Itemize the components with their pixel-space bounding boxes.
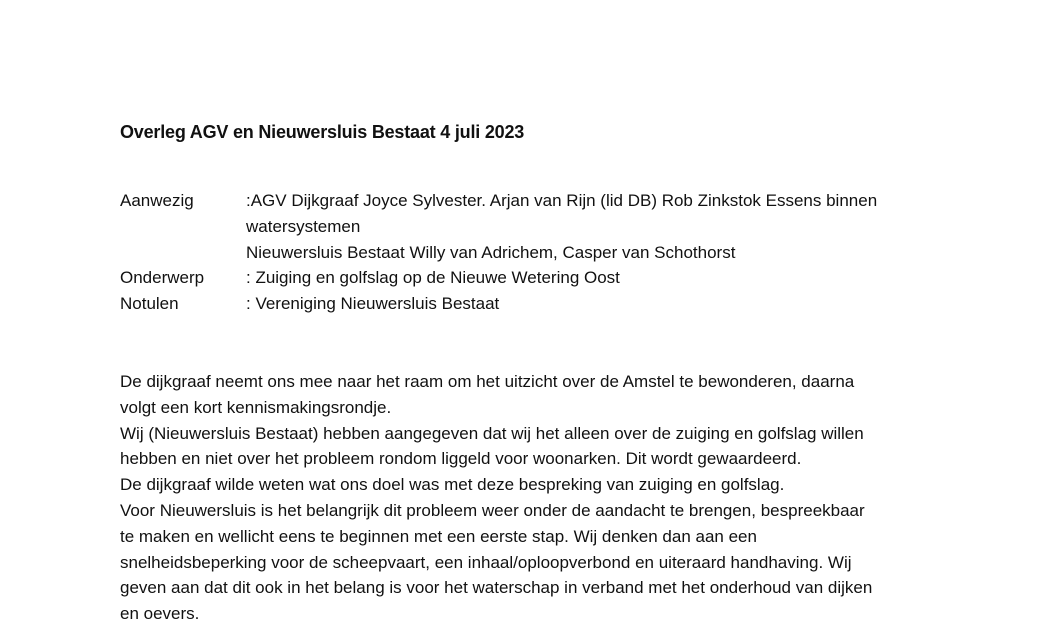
document-title: Overleg AGV en Nieuwersluis Bestaat 4 juli 2023 — [120, 122, 525, 142]
attendees-line: watersystemen — [246, 216, 361, 236]
attendees-label: Aanwezig — [120, 191, 194, 210]
attendees-line: Nieuwersluis Bestaat Willy van Adrichem, Casper van Schothorst — [246, 242, 736, 262]
minutes-label: Notulen — [120, 294, 179, 314]
body-line: De dijkgraaf neemt ons mee naar het raam om het uitzicht over de Amstel te bewonderen, daarna — [120, 372, 855, 391]
body-line: De dijkgraaf wilde weten wat ons doel was met deze bespreking van zuiging en golfslag. — [120, 475, 785, 495]
attendees-value — [246, 188, 920, 265]
attendees-row — [120, 188, 920, 265]
subject-line: : Zuiging en golfslag op de Nieuwe Wetering Oost — [246, 268, 620, 288]
meeting-details — [120, 188, 920, 317]
body-line: volgt een kort kennismakingsrondje. — [120, 397, 392, 417]
body-paragraphs — [120, 369, 940, 627]
body-line: hebben en niet over het probleem rondom liggeld voor woonarken. Dit wordt gewaardeerd. — [120, 449, 802, 469]
subject-row — [120, 265, 920, 291]
body-line: Voor Nieuwersluis is het belangrijk dit probleem weer onder de aandacht te brengen, bespreekbaar — [120, 500, 865, 520]
body-line: Wij (Nieuwersluis Bestaat) hebben aangegeven dat wij het alleen over de zuiging en golfslag willen — [120, 423, 864, 443]
minutes-row — [120, 291, 920, 317]
minutes-line: : Vereniging Nieuwersluis Bestaat — [246, 294, 500, 314]
minutes-value — [246, 291, 920, 317]
subject-label: Onderwerp — [120, 268, 205, 288]
body-line: snelheidsbeperking voor de scheepvaart, een inhaal/oploopverbond en uiteraard handhaving. Wij — [120, 552, 852, 572]
body-line: te maken en wellicht eens te beginnen met een eerste stap. Wij denken dan aan een — [120, 526, 757, 546]
body-line: geven aan dat dit ook in het belang is voor het waterschap in verband met het onderhoud van dijken — [120, 578, 873, 598]
attendees-line: :AGV Dijkgraaf Joyce Sylvester. Arjan van Rijn (lid DB) Rob Zinkstok Essens binnen — [246, 191, 878, 210]
subject-value — [246, 265, 920, 291]
body-line: en oevers. — [120, 604, 200, 624]
